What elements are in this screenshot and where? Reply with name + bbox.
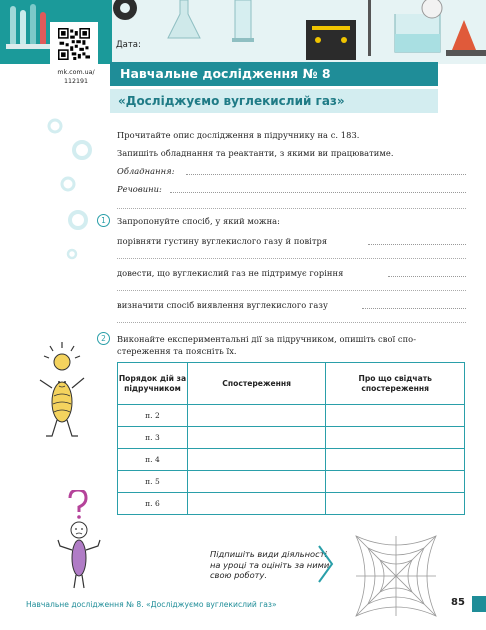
table-row-label: п. 3 (118, 427, 188, 449)
observation-cell[interactable] (187, 471, 326, 493)
activity-note-line-3: свою роботу. (210, 570, 268, 580)
table-row (118, 405, 465, 427)
lightbulb-character-icon (36, 340, 92, 440)
table-row-label: п. 2 (118, 405, 188, 427)
task-1-item-1: порівняти густину вуглекислого газу й повітря (117, 236, 328, 246)
table-row (118, 449, 465, 471)
page-number: 85 (451, 597, 465, 608)
equipment-answer-line[interactable] (186, 174, 466, 175)
activity-note-line-1: Підпишіть види діяльності (210, 549, 327, 559)
conclusion-cell[interactable] (326, 449, 465, 471)
observation-cell[interactable] (187, 405, 326, 427)
page-tab (472, 596, 486, 612)
substances-answer-line-2[interactable] (117, 208, 466, 209)
table-row-label: п. 6 (118, 493, 188, 515)
task-1-item-2-answer-line-2[interactable] (117, 290, 466, 291)
task-1-item-3: визначити спосіб виявлення вуглекислого газу (117, 300, 328, 310)
task-1-item-1-answer-line[interactable] (368, 244, 466, 245)
activity-note (210, 549, 329, 581)
equipment-label: Обладнання: (117, 166, 175, 176)
observation-cell[interactable] (187, 493, 326, 515)
task-1-item-3-answer-line-2[interactable] (117, 322, 466, 323)
self-assessment-web-icon[interactable] (354, 534, 438, 618)
conclusion-cell[interactable] (326, 405, 465, 427)
conclusion-cell[interactable] (326, 493, 465, 515)
substances-label: Речовини: (117, 184, 162, 194)
table-header-observations: Спостереження (187, 363, 326, 405)
date-label: Дата: (116, 40, 141, 50)
task-1-number: 1 (97, 214, 110, 227)
task-2-line-2: стереження та поясніть їх. (117, 346, 237, 356)
qr-code-icon[interactable] (58, 28, 90, 60)
conclusion-cell[interactable] (326, 471, 465, 493)
task-1-item-2: довести, що вуглекислий газ не підтримує горіння (117, 268, 344, 278)
chevron-right-icon (316, 544, 336, 584)
task-1-item-3-answer-line[interactable] (362, 308, 466, 309)
table-row-label: п. 5 (118, 471, 188, 493)
task-2-line-1: Виконайте експериментальні дії за підручником, опишіть свої спо- (117, 334, 417, 344)
task-2-number: 2 (97, 332, 110, 345)
table-header-conclusions: Про що свідчать спостереження (326, 363, 465, 405)
page-title: Навчальне дослідження № 8 (120, 66, 331, 81)
footer-title: Навчальне дослідження № 8. «Досліджуємо вуглекислий газ» (26, 600, 277, 609)
table-row (118, 493, 465, 515)
intro-line-1: Прочитайте опис дослідження в підручнику на с. 183. (117, 130, 360, 140)
conclusion-cell[interactable] (326, 427, 465, 449)
task-1-prompt: Запропонуйте спосіб, у який можна: (117, 216, 280, 226)
task-1-item-2-answer-line[interactable] (388, 276, 466, 277)
observation-cell[interactable] (187, 449, 326, 471)
observation-cell[interactable] (187, 427, 326, 449)
observation-table (117, 362, 465, 515)
question-character-icon (52, 490, 108, 590)
table-row-label: п. 4 (118, 449, 188, 471)
qr-code-number: 112191 (63, 78, 89, 85)
intro-line-2: Запишіть обладнання та реактанти, з якими ви працюватиме. (117, 148, 394, 158)
task-1-item-1-answer-line-2[interactable] (117, 258, 466, 259)
table-row (118, 427, 465, 449)
table-row (118, 471, 465, 493)
substances-answer-line[interactable] (170, 192, 466, 193)
activity-note-line-2: на уроці та оцініть за ними (210, 559, 330, 570)
qr-url[interactable]: mk.com.ua/ (57, 69, 95, 76)
page-subtitle: «Досліджуємо вуглекислий газ» (118, 94, 345, 108)
table-header-order: Порядок дій за підручником (118, 363, 188, 405)
